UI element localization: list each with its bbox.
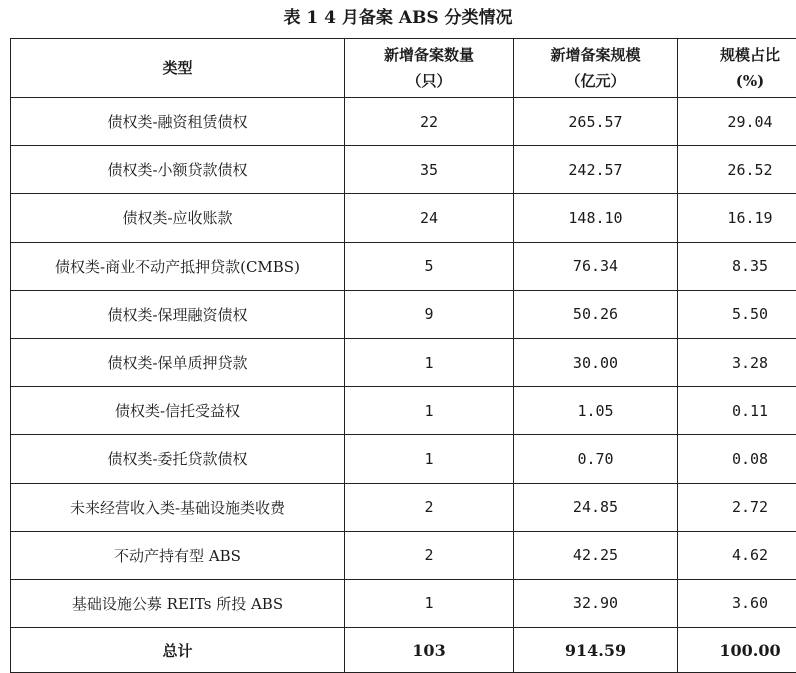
cell-scale: 76.34: [514, 242, 678, 290]
cell-scale: 0.70: [514, 435, 678, 483]
header-scale-unit: （亿元）: [565, 72, 626, 90]
table-row: [11, 338, 796, 386]
cell-ratio: 0.11: [678, 387, 796, 435]
cell-ratio: 16.19: [678, 194, 796, 242]
cell-count: 1: [345, 338, 514, 386]
cell-scale: 242.57: [514, 146, 678, 194]
header-count-unit: （只）: [406, 72, 452, 90]
cell-count: 35: [345, 146, 514, 194]
table-caption: 表 1 4 月备案 ABS 分类情况: [283, 8, 513, 28]
table-row: [11, 435, 796, 483]
cell-ratio: 0.08: [678, 435, 796, 483]
cell-count: 9: [345, 290, 514, 338]
cell-ratio: 8.35: [678, 242, 796, 290]
table-row: [11, 98, 796, 146]
total-scale: 914.59: [514, 628, 678, 673]
table-row: [11, 194, 796, 242]
table-row: [11, 290, 796, 338]
cell-type: 债权类-应收账款: [11, 194, 345, 242]
cell-count: 24: [345, 194, 514, 242]
cell-scale: 24.85: [514, 483, 678, 531]
cell-type: 未来经营收入类-基础设施类收费: [11, 483, 345, 531]
total-count: 103: [345, 628, 514, 673]
cell-count: 5: [345, 242, 514, 290]
cell-ratio: 4.62: [678, 531, 796, 579]
cell-count: 2: [345, 531, 514, 579]
cell-scale: 1.05: [514, 387, 678, 435]
header-scale: [514, 39, 678, 98]
cell-ratio: 26.52: [678, 146, 796, 194]
cell-ratio: 2.72: [678, 483, 796, 531]
cell-count: 1: [345, 435, 514, 483]
cell-type: 债权类-委托贷款债权: [11, 435, 345, 483]
cell-ratio: 3.28: [678, 338, 796, 386]
cell-type: 不动产持有型 ABS: [11, 531, 345, 579]
total-ratio: 100.00: [678, 628, 796, 673]
header-count-title: 新增备案数量: [383, 46, 474, 64]
table-row: [11, 146, 796, 194]
header-count: [345, 39, 514, 98]
total-label: 总计: [11, 628, 345, 673]
cell-count: 22: [345, 98, 514, 146]
cell-type: 债权类-保单质押贷款: [11, 338, 345, 386]
abs-classification-table: [10, 38, 796, 673]
cell-scale: 42.25: [514, 531, 678, 579]
cell-type: 债权类-保理融资债权: [11, 290, 345, 338]
header-ratio-unit: (%): [735, 72, 765, 90]
table-row: [11, 579, 796, 627]
cell-type: 债权类-信托受益权: [11, 387, 345, 435]
cell-scale: 30.00: [514, 338, 678, 386]
total-row: [11, 628, 796, 673]
cell-ratio: 29.04: [678, 98, 796, 146]
cell-count: 1: [345, 387, 514, 435]
header-type: 类型: [11, 39, 345, 98]
header-row: [11, 39, 796, 98]
cell-type: 债权类-商业不动产抵押贷款(CMBS): [11, 242, 345, 290]
header-scale-title: 新增备案规模: [550, 46, 641, 64]
header-ratio-title: 规模占比: [719, 46, 780, 64]
header-ratio: [678, 39, 796, 98]
cell-scale: 265.57: [514, 98, 678, 146]
cell-ratio: 3.60: [678, 579, 796, 627]
cell-scale: 50.26: [514, 290, 678, 338]
cell-count: 2: [345, 483, 514, 531]
cell-type: 基础设施公募 REITs 所投 ABS: [11, 579, 345, 627]
table-row: [11, 483, 796, 531]
cell-type: 债权类-小额贷款债权: [11, 146, 345, 194]
table-row: [11, 531, 796, 579]
cell-scale: 32.90: [514, 579, 678, 627]
table-row: [11, 242, 796, 290]
cell-ratio: 5.50: [678, 290, 796, 338]
cell-type: 债权类-融资租赁债权: [11, 98, 345, 146]
cell-count: 1: [345, 579, 514, 627]
cell-scale: 148.10: [514, 194, 678, 242]
table-row: [11, 387, 796, 435]
